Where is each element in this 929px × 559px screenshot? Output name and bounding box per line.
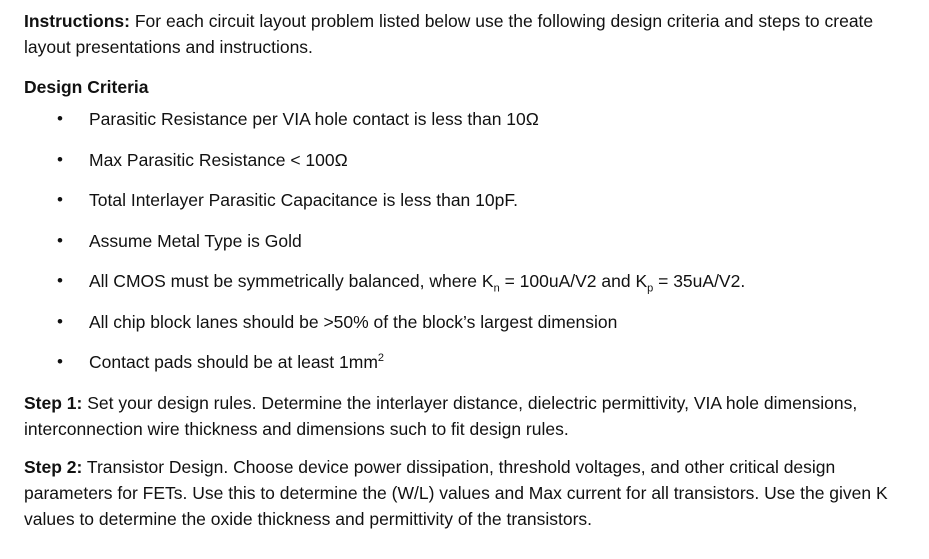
criteria-item-text: Total Interlayer Parasitic Capacitance is less than 10pF. xyxy=(89,190,518,210)
criteria-item-text xyxy=(89,352,384,372)
superscript-2: 2 xyxy=(377,352,385,365)
criteria-text-part: Contact pads should be at least 1mm xyxy=(89,352,378,372)
bullet-icon: • xyxy=(57,109,63,128)
criteria-item xyxy=(24,228,911,254)
criteria-item-text: Assume Metal Type is Gold xyxy=(89,230,302,251)
bullet-icon: • xyxy=(57,311,63,331)
criteria-item xyxy=(24,147,911,173)
criteria-item xyxy=(24,309,911,335)
step1-text: Set your design rules. Determine the interlayer distance, dielectric permittivity, VIA hole dimensions, interconnection wire thickness and dimensions such to fit design rules. xyxy=(24,392,858,439)
step1-paragraph xyxy=(24,390,911,442)
bullet-icon: • xyxy=(57,230,63,250)
instructions-paragraph xyxy=(24,8,911,60)
step2-text: Transistor Design. Choose device power dissipation, threshold voltages, and other critical design parameters for FETs. Use this to determine the (W/L) values and Max current for all transistors. Use the given K values to determine the oxide thickness and permittivity of the transistors. xyxy=(24,456,888,529)
bullet-icon: • xyxy=(57,190,63,209)
instructions-label: Instructions: xyxy=(24,11,130,31)
criteria-text-part: All CMOS must be symmetrically balanced, where K xyxy=(89,271,494,291)
criteria-item xyxy=(24,268,911,294)
criteria-item xyxy=(24,187,911,213)
bullet-icon: • xyxy=(57,271,63,290)
step2-label: Step 2: xyxy=(24,456,83,477)
criteria-item-text: Parasitic Resistance per VIA hole contact is less than 10Ω xyxy=(89,109,539,129)
subscript-n: n xyxy=(493,282,500,295)
criteria-item xyxy=(24,349,911,375)
design-criteria-list xyxy=(24,106,911,375)
bullet-icon: • xyxy=(57,352,63,371)
criteria-text-part: = 100uA/V2 and K xyxy=(499,271,648,291)
step1-label: Step 1: xyxy=(24,392,83,413)
instructions-text: For each circuit layout problem listed below use the following design criteria and steps to create layout presentations and instructions. xyxy=(24,11,874,57)
criteria-text-part: = 35uA/V2. xyxy=(653,271,746,291)
criteria-item xyxy=(24,106,911,132)
step2-paragraph xyxy=(24,454,911,532)
design-criteria-heading: Design Criteria xyxy=(24,77,149,97)
criteria-item-text xyxy=(89,271,746,295)
subscript-p: p xyxy=(647,282,654,295)
criteria-item-text: Max Parasitic Resistance < 100Ω xyxy=(89,149,348,170)
bullet-icon: • xyxy=(57,149,63,169)
criteria-item-text: All chip block lanes should be >50% of the block’s largest dimension xyxy=(89,311,618,332)
